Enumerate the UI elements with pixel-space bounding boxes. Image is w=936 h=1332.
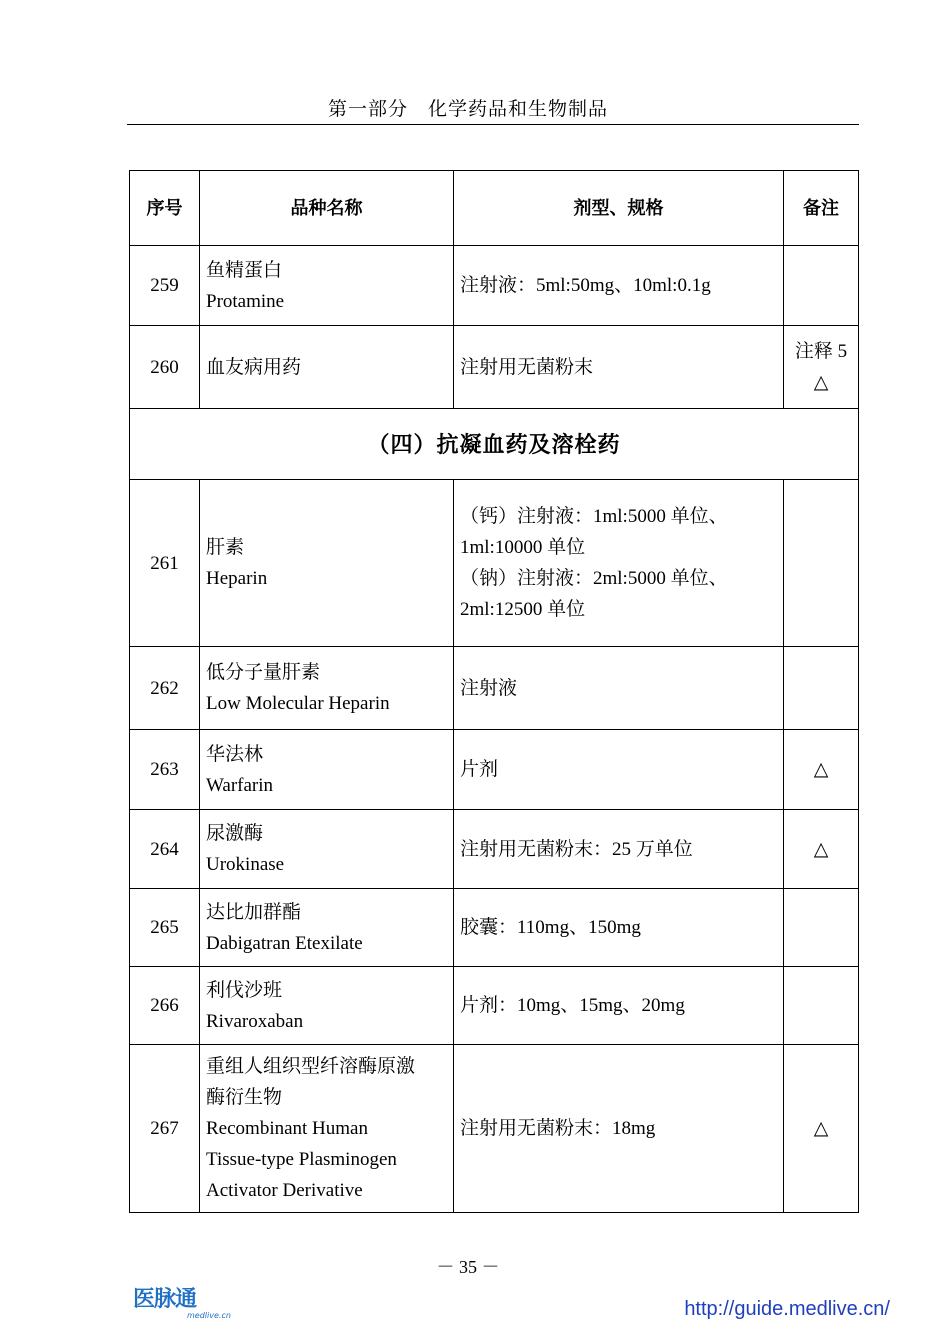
logo-text: 医脉通 xyxy=(133,1287,197,1312)
spec-line: 1ml:10000 单位 xyxy=(460,537,586,558)
spec-line: （钠）注射液：2ml:5000 单位、 xyxy=(460,568,728,589)
row-name-cn: 低分子量肝素 xyxy=(206,662,321,683)
row-name xyxy=(200,967,454,1045)
row-name-cn: 血友病用药 xyxy=(206,356,302,378)
row-name-en: Warfarin xyxy=(206,774,274,796)
row-name-en: Protamine xyxy=(206,290,285,312)
row-no: 264 xyxy=(130,810,200,889)
row-name-cn: 华法林 xyxy=(206,743,264,765)
row-no: 263 xyxy=(130,730,200,810)
table-row xyxy=(130,730,859,810)
row-name-en: Recombinant Human xyxy=(206,1118,368,1139)
row-name-en: Activator Derivative xyxy=(206,1180,363,1201)
row-spec: 胶囊：110mg、150mg xyxy=(454,889,784,967)
header-note: 备注 xyxy=(784,171,859,246)
row-no: 265 xyxy=(130,889,200,967)
row-name xyxy=(200,730,454,810)
page-number: － 35 － xyxy=(436,1257,500,1277)
row-name xyxy=(200,889,454,967)
row-note-ref: 注释 5 xyxy=(794,341,848,362)
row-name-en: Low Molecular Heparin xyxy=(206,693,390,714)
row-name-cn: 达比加群酯 xyxy=(206,901,302,923)
row-name-en: Tissue-type Plasminogen xyxy=(206,1149,397,1170)
row-no: 259 xyxy=(130,246,200,326)
table-row xyxy=(130,647,859,730)
row-spec: 注射用无菌粉末：18mg xyxy=(454,1045,784,1213)
header-name: 品种名称 xyxy=(200,171,454,246)
medlive-logo[interactable] xyxy=(133,1282,243,1324)
row-name-cn: 鱼精蛋白 xyxy=(206,259,283,281)
spec-line: 2ml:12500 单位 xyxy=(460,599,586,620)
row-note xyxy=(784,326,859,409)
table-row xyxy=(130,246,859,326)
row-name-cn: 酶衍生物 xyxy=(206,1087,283,1108)
row-note xyxy=(784,967,859,1045)
table-row xyxy=(130,1045,859,1213)
row-no: 266 xyxy=(130,967,200,1045)
logo-subtext: medlive.cn xyxy=(187,1311,231,1320)
row-spec: 注射液：5ml:50mg、10ml:0.1g xyxy=(454,246,784,326)
table-header-row xyxy=(130,171,859,246)
row-name xyxy=(200,480,454,647)
row-name-en: Dabigatran Etexilate xyxy=(206,932,363,954)
row-note xyxy=(784,647,859,730)
row-name-cn: 肝素 xyxy=(206,537,245,558)
row-note xyxy=(784,246,859,326)
triangle-mark-icon: △ xyxy=(784,730,859,810)
row-note xyxy=(784,889,859,967)
footer-url-link[interactable]: http://guide.medlive.cn/ xyxy=(684,1298,890,1320)
row-name-cn: 利伐沙班 xyxy=(206,979,283,1001)
row-note xyxy=(784,480,859,647)
row-name xyxy=(200,810,454,889)
row-name-en: Heparin xyxy=(206,568,268,589)
table-row xyxy=(130,889,859,967)
row-name xyxy=(200,246,454,326)
row-spec xyxy=(454,480,784,647)
drug-table xyxy=(129,170,859,1213)
row-name-cn: 重组人组织型纤溶酶原激 xyxy=(206,1056,416,1077)
triangle-mark-icon: △ xyxy=(784,810,859,889)
row-no: 267 xyxy=(130,1045,200,1213)
row-spec: 注射液 xyxy=(454,647,784,730)
triangle-mark-icon: △ xyxy=(813,372,829,393)
header-divider xyxy=(127,124,859,125)
row-no: 262 xyxy=(130,647,200,730)
header-no: 序号 xyxy=(130,171,200,246)
row-spec: 片剂 xyxy=(454,730,784,810)
table-row xyxy=(130,967,859,1045)
spec-line: （钙）注射液：1ml:5000 单位、 xyxy=(460,506,728,527)
row-no: 261 xyxy=(130,480,200,647)
table-row xyxy=(130,480,859,647)
triangle-mark-icon: △ xyxy=(784,1045,859,1213)
header-spec: 剂型、规格 xyxy=(454,171,784,246)
row-name-en: Rivaroxaban xyxy=(206,1010,304,1032)
row-spec: 注射用无菌粉末 xyxy=(454,326,784,409)
section-row xyxy=(130,409,859,480)
row-no: 260 xyxy=(130,326,200,409)
section-title: （四）抗凝血药及溶栓药 xyxy=(130,409,859,480)
row-name-en: Urokinase xyxy=(206,854,285,875)
table-row xyxy=(130,326,859,409)
row-name-cn: 尿激酶 xyxy=(206,823,264,844)
row-name xyxy=(200,1045,454,1213)
row-name xyxy=(200,647,454,730)
page-header-title: 第一部分 化学药品和生物制品 xyxy=(327,99,608,120)
row-name xyxy=(200,326,454,409)
row-spec: 注射用无菌粉末：25 万单位 xyxy=(454,810,784,889)
row-spec: 片剂：10mg、15mg、20mg xyxy=(454,967,784,1045)
table-row xyxy=(130,810,859,889)
